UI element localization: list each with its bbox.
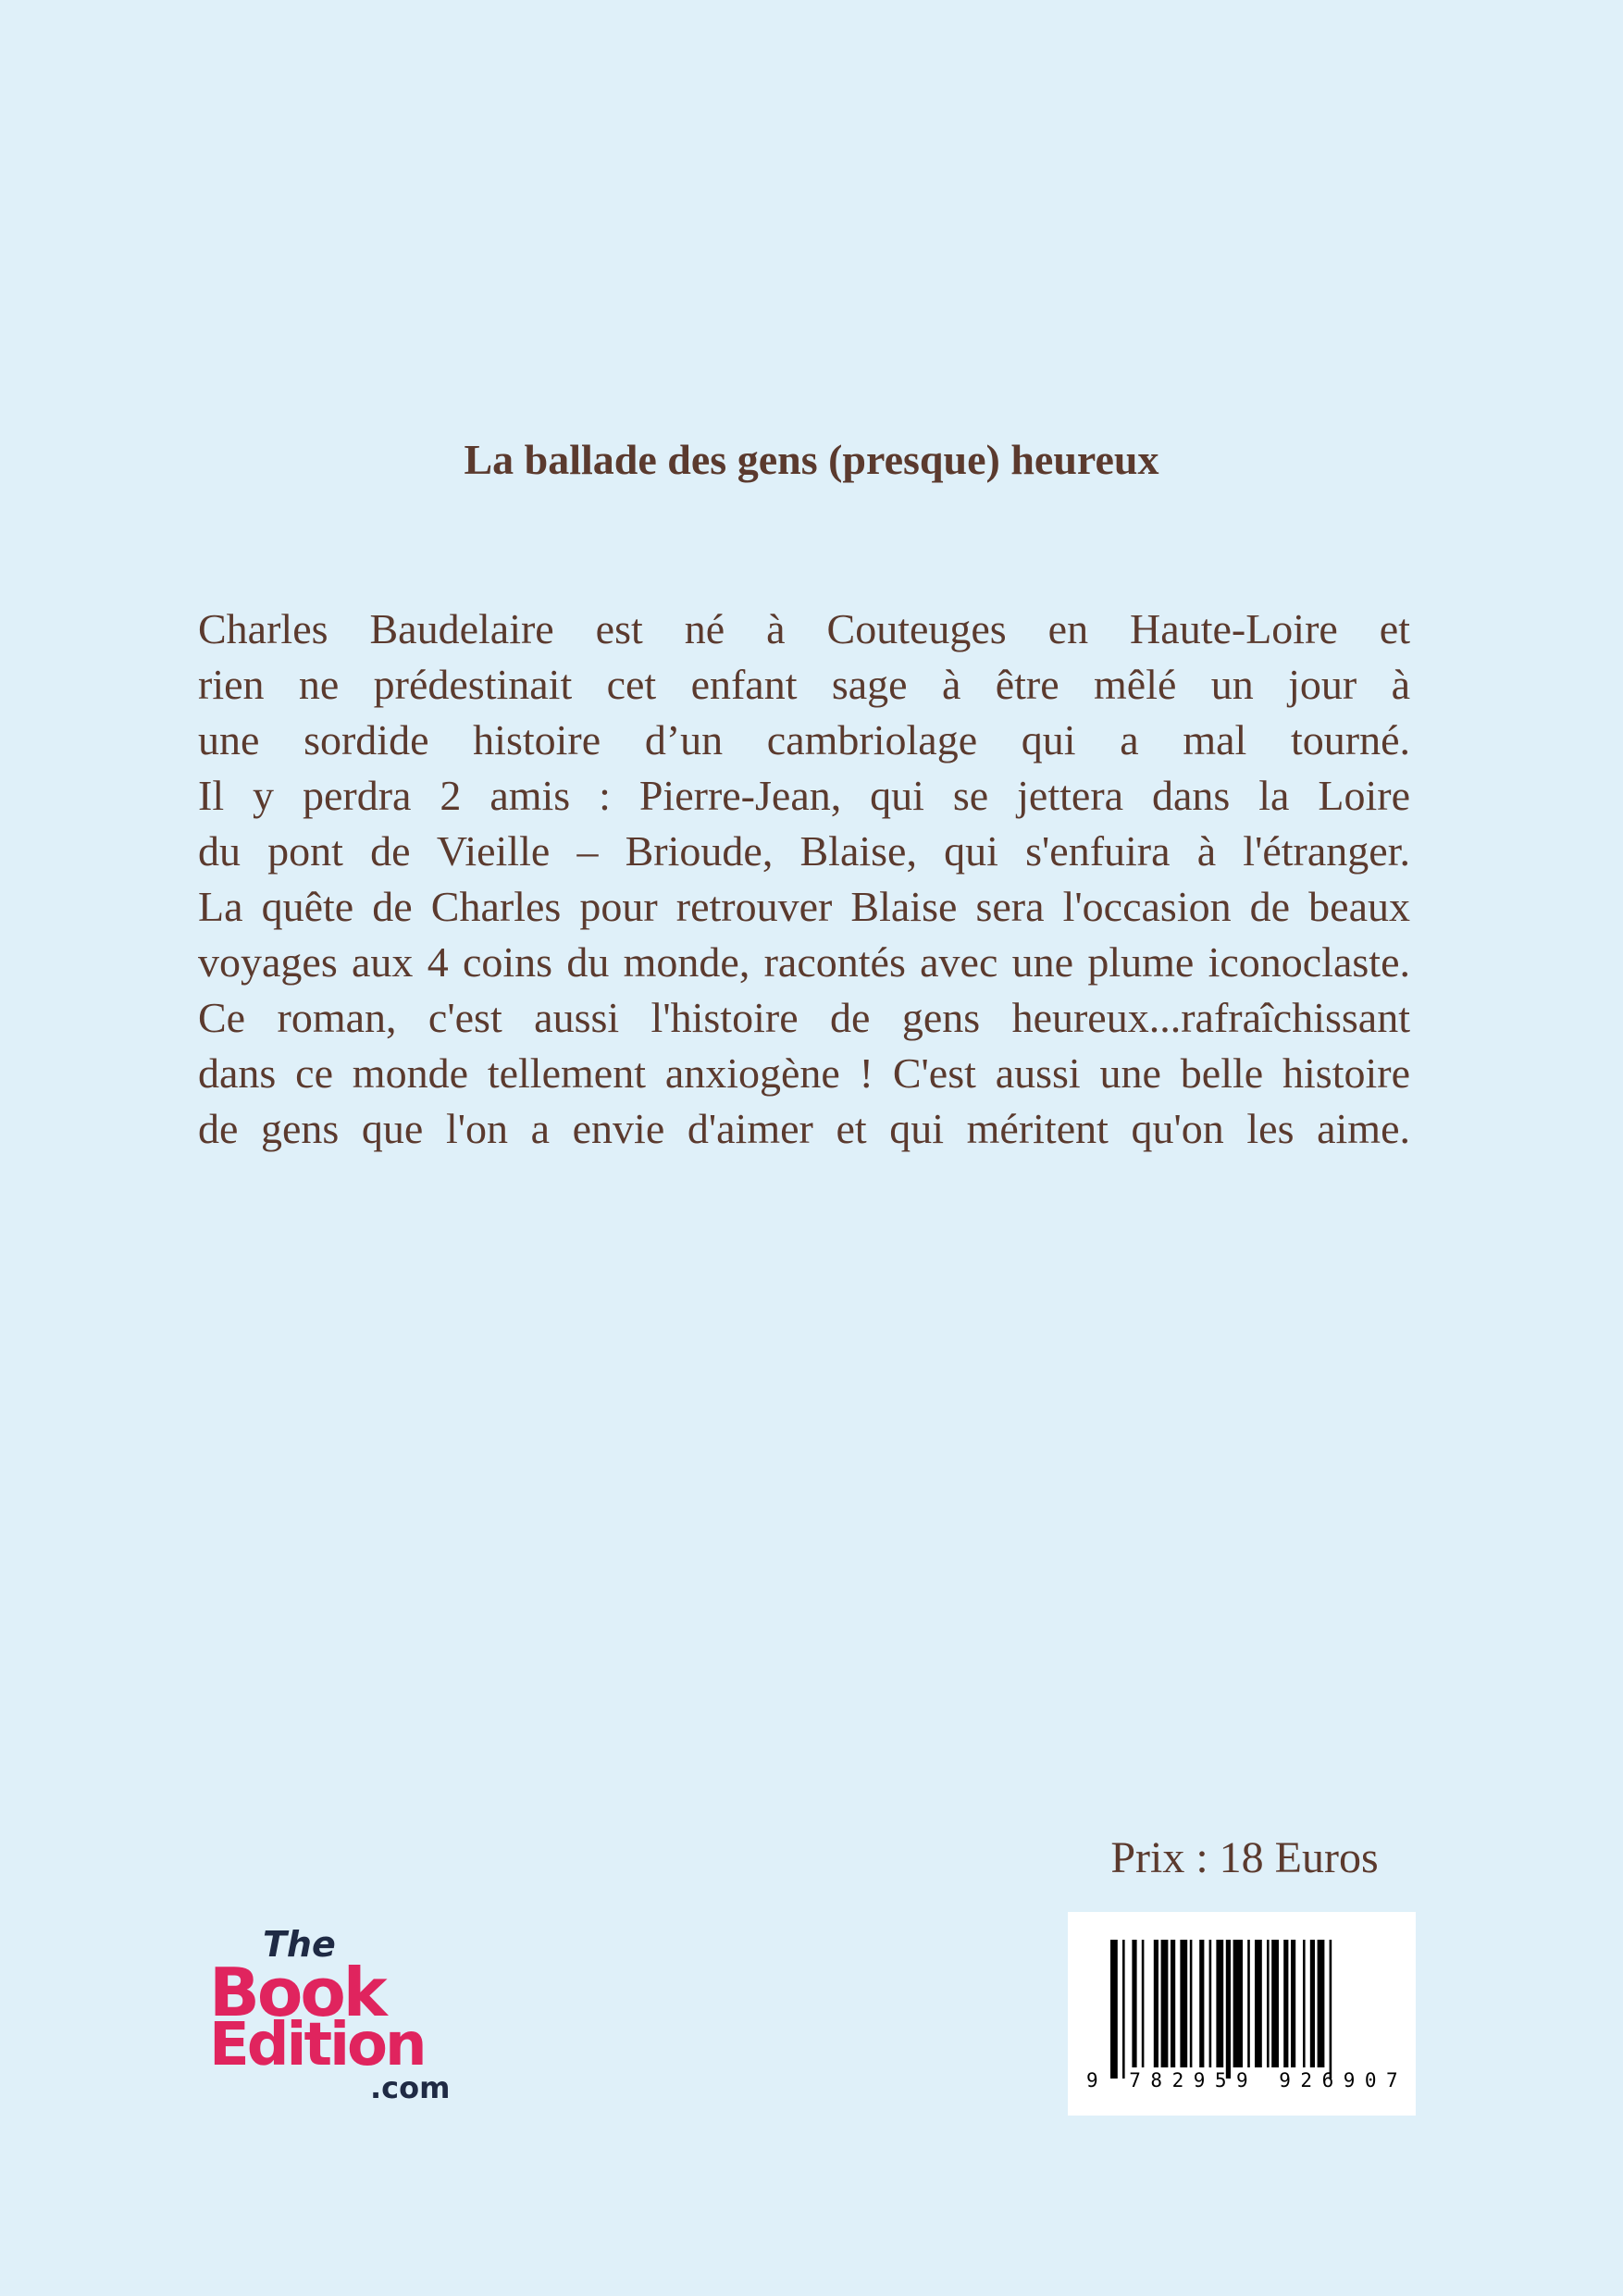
- barcode-bar: [1110, 1940, 1118, 2079]
- barcode-bar: [1233, 1940, 1243, 2067]
- blurb-line: Ce roman, c'est aussi l'histoire de gens heureux...rafraîchissant: [198, 994, 1410, 1041]
- barcode-bar: [1330, 1940, 1332, 2079]
- logo-book-text: Book: [209, 1954, 385, 2031]
- barcode-bar: [1190, 1940, 1193, 2067]
- blurb-line: rien ne prédestinait cet enfant sage à être mêlé un jour à: [198, 661, 1410, 708]
- back-cover-blurb: [198, 602, 1410, 1157]
- book-title: La ballade des gens (presque) heureux: [464, 436, 1159, 483]
- barcode-bar: [1142, 1940, 1145, 2067]
- blurb-line: dans ce monde tellement anxiogène ! C'est aussi une belle histoire: [198, 1049, 1410, 1097]
- barcode-bar: [1132, 1940, 1136, 2067]
- isbn-digits: 9 782959 926907: [1086, 2069, 1408, 2091]
- barcode-bar: [1255, 1940, 1262, 2067]
- barcode-bar: [1180, 1940, 1187, 2067]
- blurb-line: du pont de Vieille – Brioude, Blaise, qui s'enfuira à l'étranger.: [198, 827, 1410, 875]
- barcode-bar: [1247, 1940, 1250, 2067]
- blurb-line: voyages aux 4 coins du monde, racontés avec une plume iconoclaste.: [198, 938, 1410, 986]
- barcode-bar: [1209, 1940, 1212, 2067]
- logo-edition-text: Edition: [209, 2011, 425, 2079]
- blurb-line: Charles Baudelaire est né à Couteuges en Haute-Loire et: [198, 605, 1410, 652]
- barcode-bar: [1122, 1940, 1125, 2079]
- barcode-bar: [1310, 1940, 1315, 2067]
- barcode-bar: [1161, 1940, 1169, 2067]
- blurb-line: Il y perdra 2 amis : Pierre-Jean, qui se jettera dans la Loire: [198, 772, 1410, 819]
- barcode-bar: [1291, 1940, 1295, 2067]
- barcode-bar: [1267, 1940, 1270, 2067]
- barcode-bar: [1303, 1940, 1306, 2067]
- price-label: Prix : 18 Euros: [1110, 1833, 1379, 1882]
- publisher-logo: [209, 1924, 459, 2105]
- isbn-barcode: [1068, 1912, 1416, 2116]
- logo-the-text: The: [263, 1924, 336, 1965]
- logo-com-text: .com: [370, 2070, 451, 2105]
- barcode-bar: [1283, 1940, 1288, 2067]
- blurb-line: de gens que l'on a envie d'aimer et qui méritent qu'on les aime.: [198, 1105, 1410, 1152]
- barcode-bar: [1226, 1940, 1231, 2079]
- barcode-bar: [1271, 1940, 1279, 2067]
- barcode-bar: [1216, 1940, 1223, 2067]
- barcode-bar: [1199, 1940, 1204, 2067]
- barcode-bar: [1318, 1940, 1325, 2067]
- barcode-bar: [1171, 1940, 1175, 2067]
- barcode-bar: [1154, 1940, 1158, 2067]
- blurb-line: La quête de Charles pour retrouver Blaise sera l'occasion de beaux: [198, 883, 1410, 930]
- blurb-line: une sordide histoire d’un cambriolage qui a mal tourné.: [198, 716, 1410, 763]
